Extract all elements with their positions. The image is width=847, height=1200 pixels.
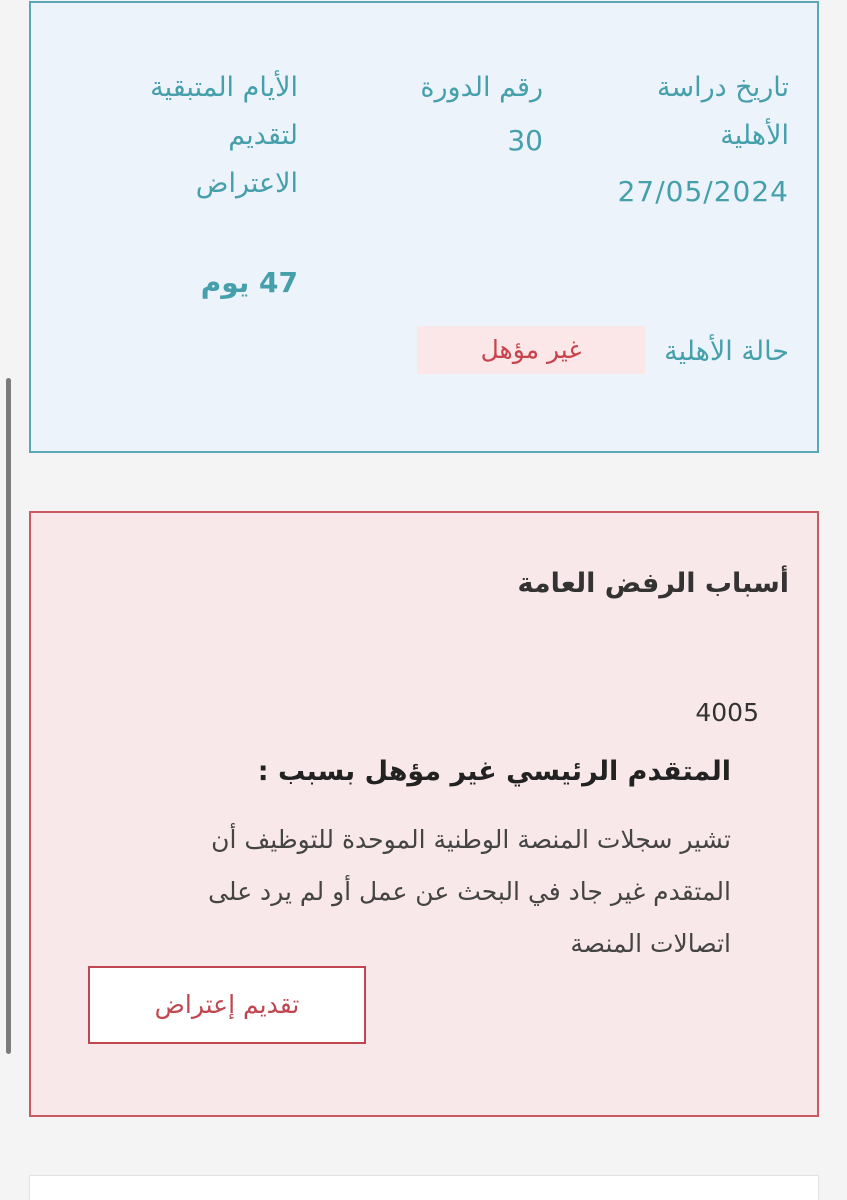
study-date-value: 27/05/2024 [617, 175, 789, 208]
rejection-reasons-title: أسباب الرفض العامة [517, 568, 789, 599]
submit-objection-button[interactable]: تقديم إعتراض [88, 966, 366, 1044]
rejection-reason-description: تشير سجلات المنصة الوطنية الموحدة للتوظيف أن المتقدم غير جاد في البحث عن عمل أو لم يرد على اتصالات المنصة [208, 825, 731, 958]
eligibility-status-badge: غير مؤهل [417, 326, 645, 374]
rejection-reason-title: المتقدم الرئيسي غير مؤهل بسبب : [257, 756, 731, 787]
cycle-number-value: 30 [507, 124, 543, 157]
remaining-days-value: 47 يوم [200, 266, 298, 299]
remaining-days-label: الأيام المتبقية لتقديم الاعتراض [150, 72, 298, 199]
eligibility-status-label: حالة الأهلية [664, 336, 789, 367]
rejection-code: 4005 [695, 698, 759, 727]
next-card [29, 1175, 819, 1200]
cycle-number-label: رقم الدورة [420, 72, 543, 103]
page-scrollbar[interactable] [6, 378, 11, 1054]
study-date-label: تاريخ دراسة الأهلية [657, 72, 789, 151]
